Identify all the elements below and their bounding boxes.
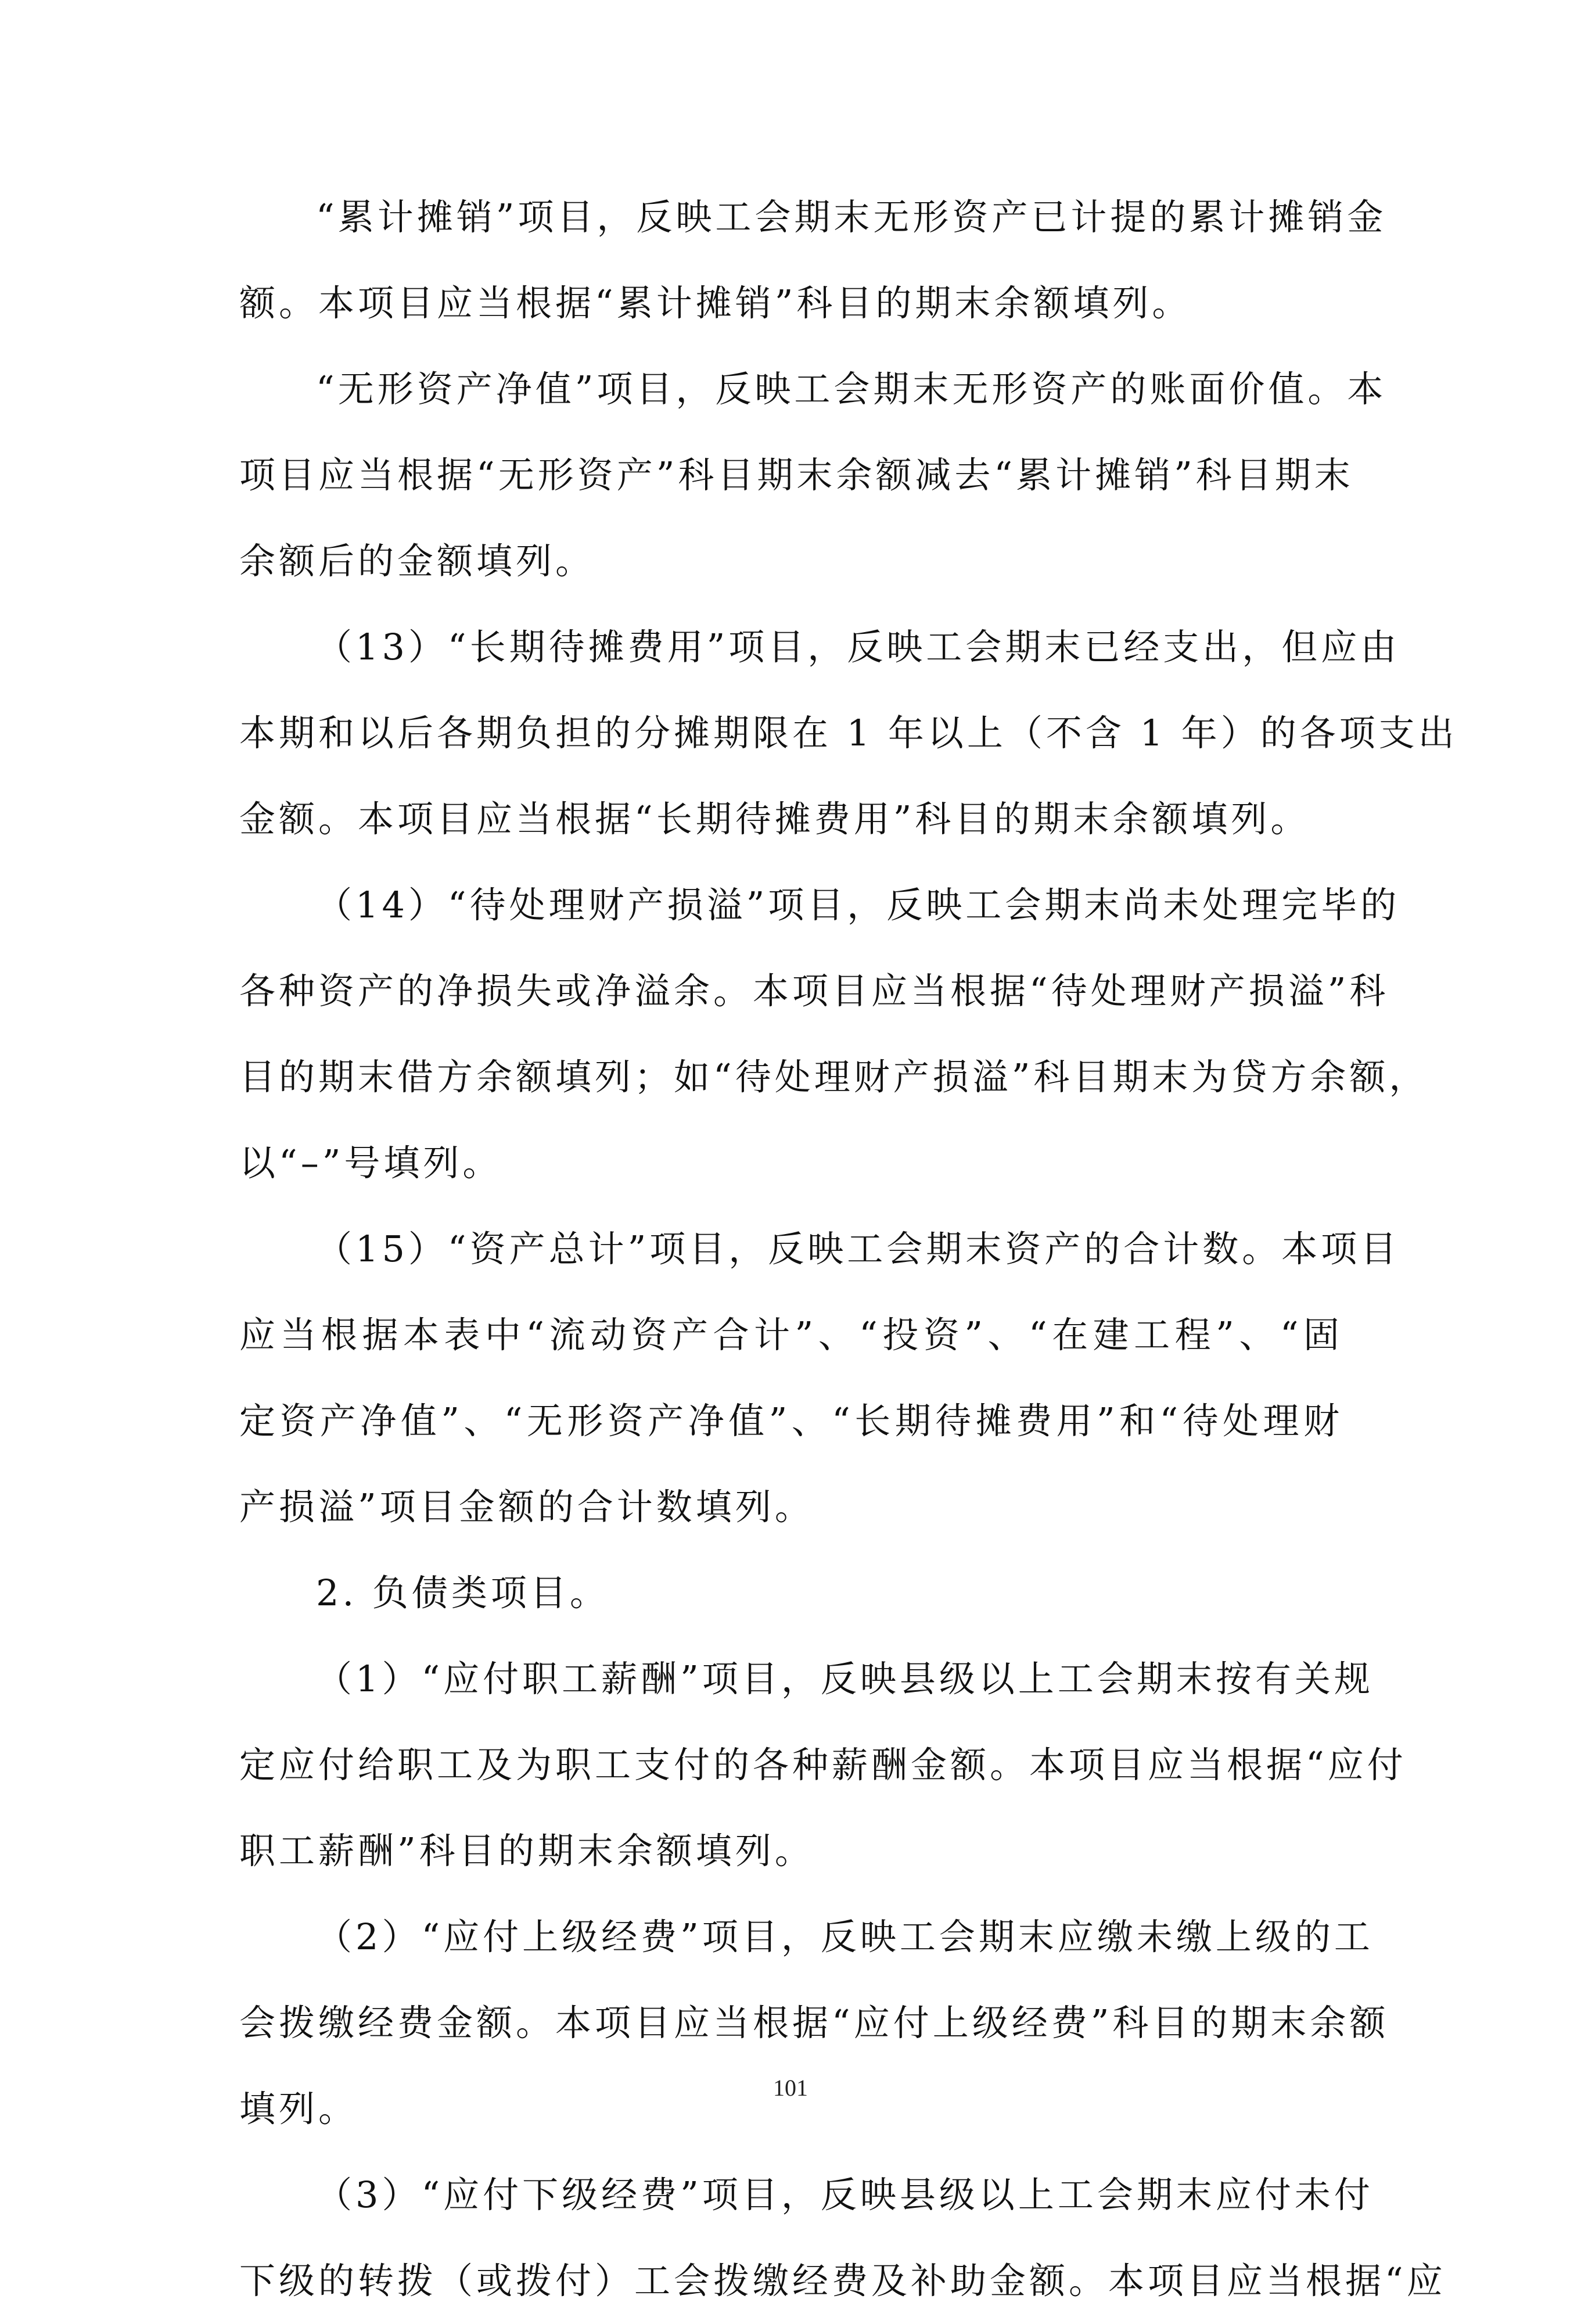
- text-line: 职工薪酬”科目的期末余额填列。: [239, 1830, 814, 1872]
- text-line: 余额后的金额填列。: [239, 540, 595, 582]
- text-line: 下级的转拨（或拨付）工会拨缴经费及补助金额。本项目应当根据“应: [239, 2260, 1446, 2302]
- text-line: 本期和以后各期负担的分摊期限在 1 年以上（不含 1 年）的各项支出: [239, 712, 1458, 754]
- text-line: （1）“应付职工薪酬”项目，反映县级以上工会期末按有关规: [316, 1658, 1374, 1700]
- text-line: 定应付给职工及为职工支付的各种薪酬金额。本项目应当根据“应付: [239, 1744, 1407, 1786]
- text-line: 各种资产的净损失或净溢余。本项目应当根据“待处理财产损溢”科: [239, 970, 1389, 1012]
- page-number: 101: [773, 2075, 808, 2101]
- text-line: （2）“应付上级经费”项目，反映工会期末应缴未缴上级的工: [316, 1916, 1374, 1958]
- text-line: （14）“待处理财产损溢”项目，反映工会期末尚未处理完毕的: [316, 884, 1400, 926]
- document-body: [239, 174, 1458, 2324]
- text-line: “累计摊销”项目，反映工会期末无形资产已计提的累计摊销金: [316, 196, 1387, 238]
- text-line: 会拨缴经费金额。本项目应当根据“应付上级经费”科目的期末余额: [239, 2002, 1389, 2044]
- text-line: 定资产净值”、“无形资产净值”、“长期待摊费用”和“待处理财: [239, 1400, 1343, 1442]
- text-line: “无形资产净值”项目，反映工会期末无形资产的账面价值。本: [316, 368, 1387, 410]
- text-line: 填列。: [239, 2088, 358, 2130]
- text-line: （3）“应付下级经费”项目，反映县级以上工会期末应付未付: [316, 2174, 1374, 2216]
- text-line: （13）“长期待摊费用”项目，反映工会期末已经支出，但应由: [316, 626, 1400, 668]
- text-line: 项目应当根据“无形资产”科目期末余额减去“累计摊销”科目期末: [239, 454, 1354, 496]
- text-line: 应当根据本表中“流动资产合计”、“投资”、“在建工程”、“固: [239, 1314, 1343, 1356]
- text-line: 金额。本项目应当根据“长期待摊费用”科目的期末余额填列。: [239, 798, 1310, 840]
- text-line: 目的期末借方余额填列；如“待处理财产损溢”科目期末为贷方余额，: [239, 1056, 1429, 1098]
- text-line: 2. 负债类项目。: [316, 1572, 609, 1614]
- text-line: 以“–”号填列。: [239, 1142, 502, 1184]
- text-line: 额。本项目应当根据“累计摊销”科目的期末余额填列。: [239, 282, 1192, 324]
- text-line: 产损溢”项目金额的合计数填列。: [239, 1486, 814, 1528]
- text-line: （15）“资产总计”项目，反映工会期末资产的合计数。本项目: [316, 1228, 1400, 1270]
